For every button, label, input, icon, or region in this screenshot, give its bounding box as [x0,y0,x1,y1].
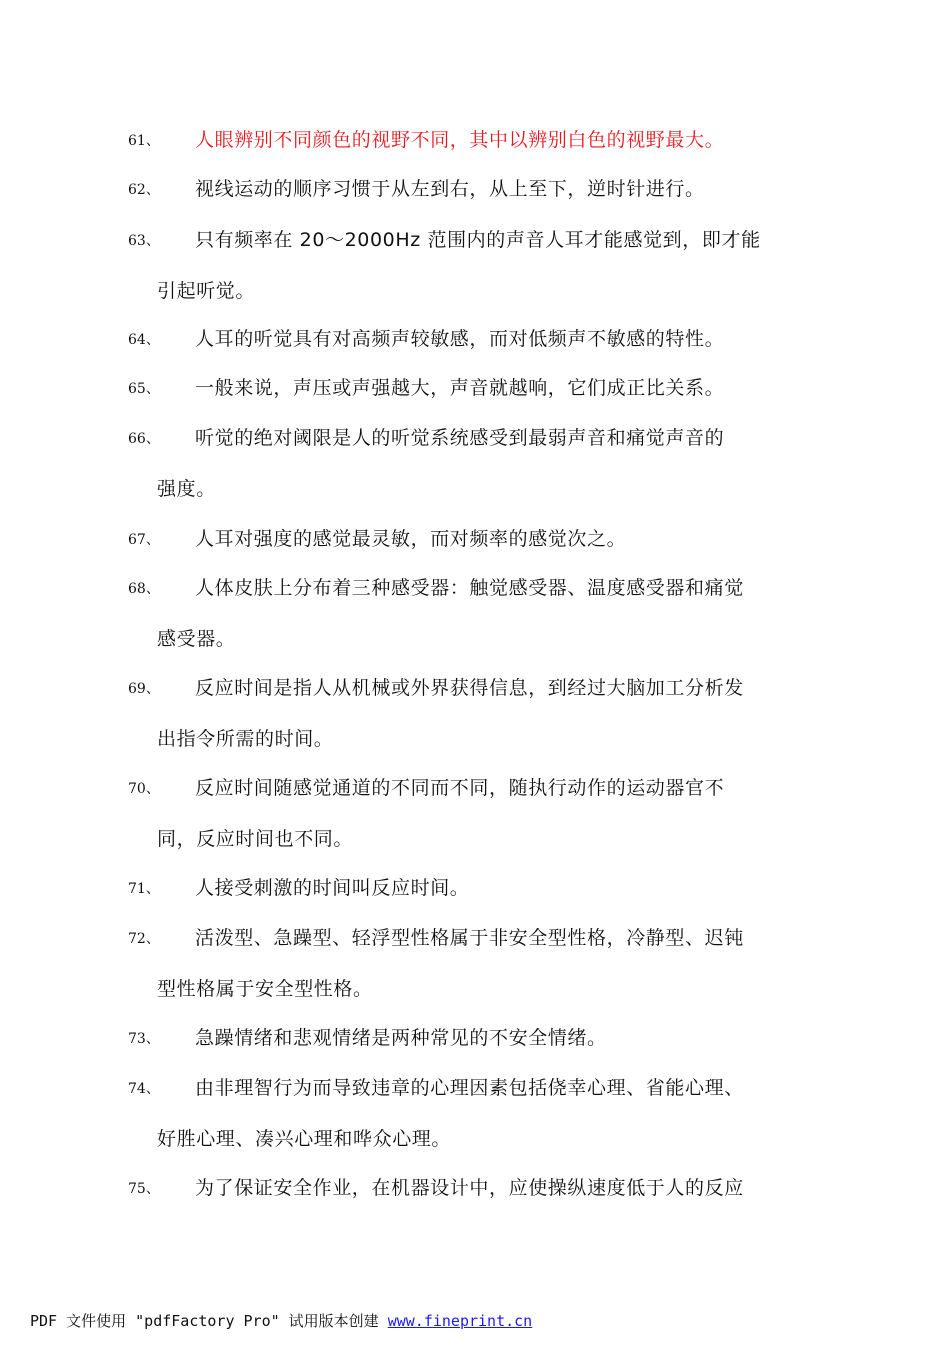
item-text-continued: 感受器。 [157,628,236,650]
item-number: 64、 [128,332,160,348]
item-text: 只有频率在 20～2000Hz 范围内的声音人耳才能感觉到，即才能 [195,229,761,251]
item-text-continued: 型性格属于安全型性格。 [157,978,373,1000]
item-text: 活泼型、急躁型、轻浮型性格属于非安全型性格，冷静型、迟钝 [195,927,744,949]
item-text: 人接受刺激的时间叫反应时间。 [195,877,470,899]
pdf-footer [30,1311,532,1331]
item-number: 63、 [128,233,160,249]
item-number: 65、 [128,381,160,397]
item-text: 反应时间是指人从机械或外界获得信息，到经过大脑加工分析发 [195,677,744,699]
item-number: 68、 [128,581,160,597]
item-number: 75、 [128,1181,160,1197]
item-number: 62、 [128,182,160,198]
item-text-continued: 引起听觉。 [157,280,256,302]
item-number: 70、 [128,781,160,797]
item-text: 听觉的绝对阈限是人的听觉系统感受到最弱声音和痛觉声音的 [195,427,725,449]
item-text: 人耳对强度的感觉最灵敏，而对频率的感觉次之。 [195,528,627,550]
item-number: 73、 [128,1031,160,1047]
item-number: 61、 [128,133,160,149]
item-number: 66、 [128,431,160,447]
item-text: 为了保证安全作业，在机器设计中，应使操纵速度低于人的反应 [195,1177,744,1199]
item-text-continued: 好胜心理、凑兴心理和哗众心理。 [157,1128,452,1150]
item-number: 69、 [128,681,160,697]
item-number: 71、 [128,881,160,897]
item-text-continued: 强度。 [157,478,216,500]
item-text-continued: 出指令所需的时间。 [157,728,334,750]
item-text: 视线运动的顺序习惯于从左到右，从上至下，逆时针进行。 [195,178,705,200]
item-number: 74、 [128,1081,160,1097]
item-text: 人眼辨别不同颜色的视野不同，其中以辨别白色的视野最大。 [195,129,725,151]
item-text: 急躁情绪和悲观情绪是两种常见的不安全情绪。 [195,1027,607,1049]
item-text: 一般来说，声压或声强越大，声音就越响，它们成正比关系。 [195,377,725,399]
item-text: 反应时间随感觉通道的不同而不同，随执行动作的运动器官不 [195,777,725,799]
item-text: 人体皮肤上分布着三种感受器：触觉感受器、温度感受器和痛觉 [195,577,744,599]
item-text: 由非理智行为而导致违章的心理因素包括侥幸心理、省能心理、 [195,1077,744,1099]
item-number: 72、 [128,931,160,947]
item-text: 人耳的听觉具有对高频声较敏感，而对低频声不敏感的特性。 [195,328,725,350]
footer-link[interactable]: www.fineprint.cn [387,1312,533,1330]
item-text-continued: 同，反应时间也不同。 [157,828,354,850]
footer-text: PDF 文件使用 "pdfFactory Pro" 试用版本创建 [30,1312,388,1330]
item-number: 67、 [128,532,160,548]
